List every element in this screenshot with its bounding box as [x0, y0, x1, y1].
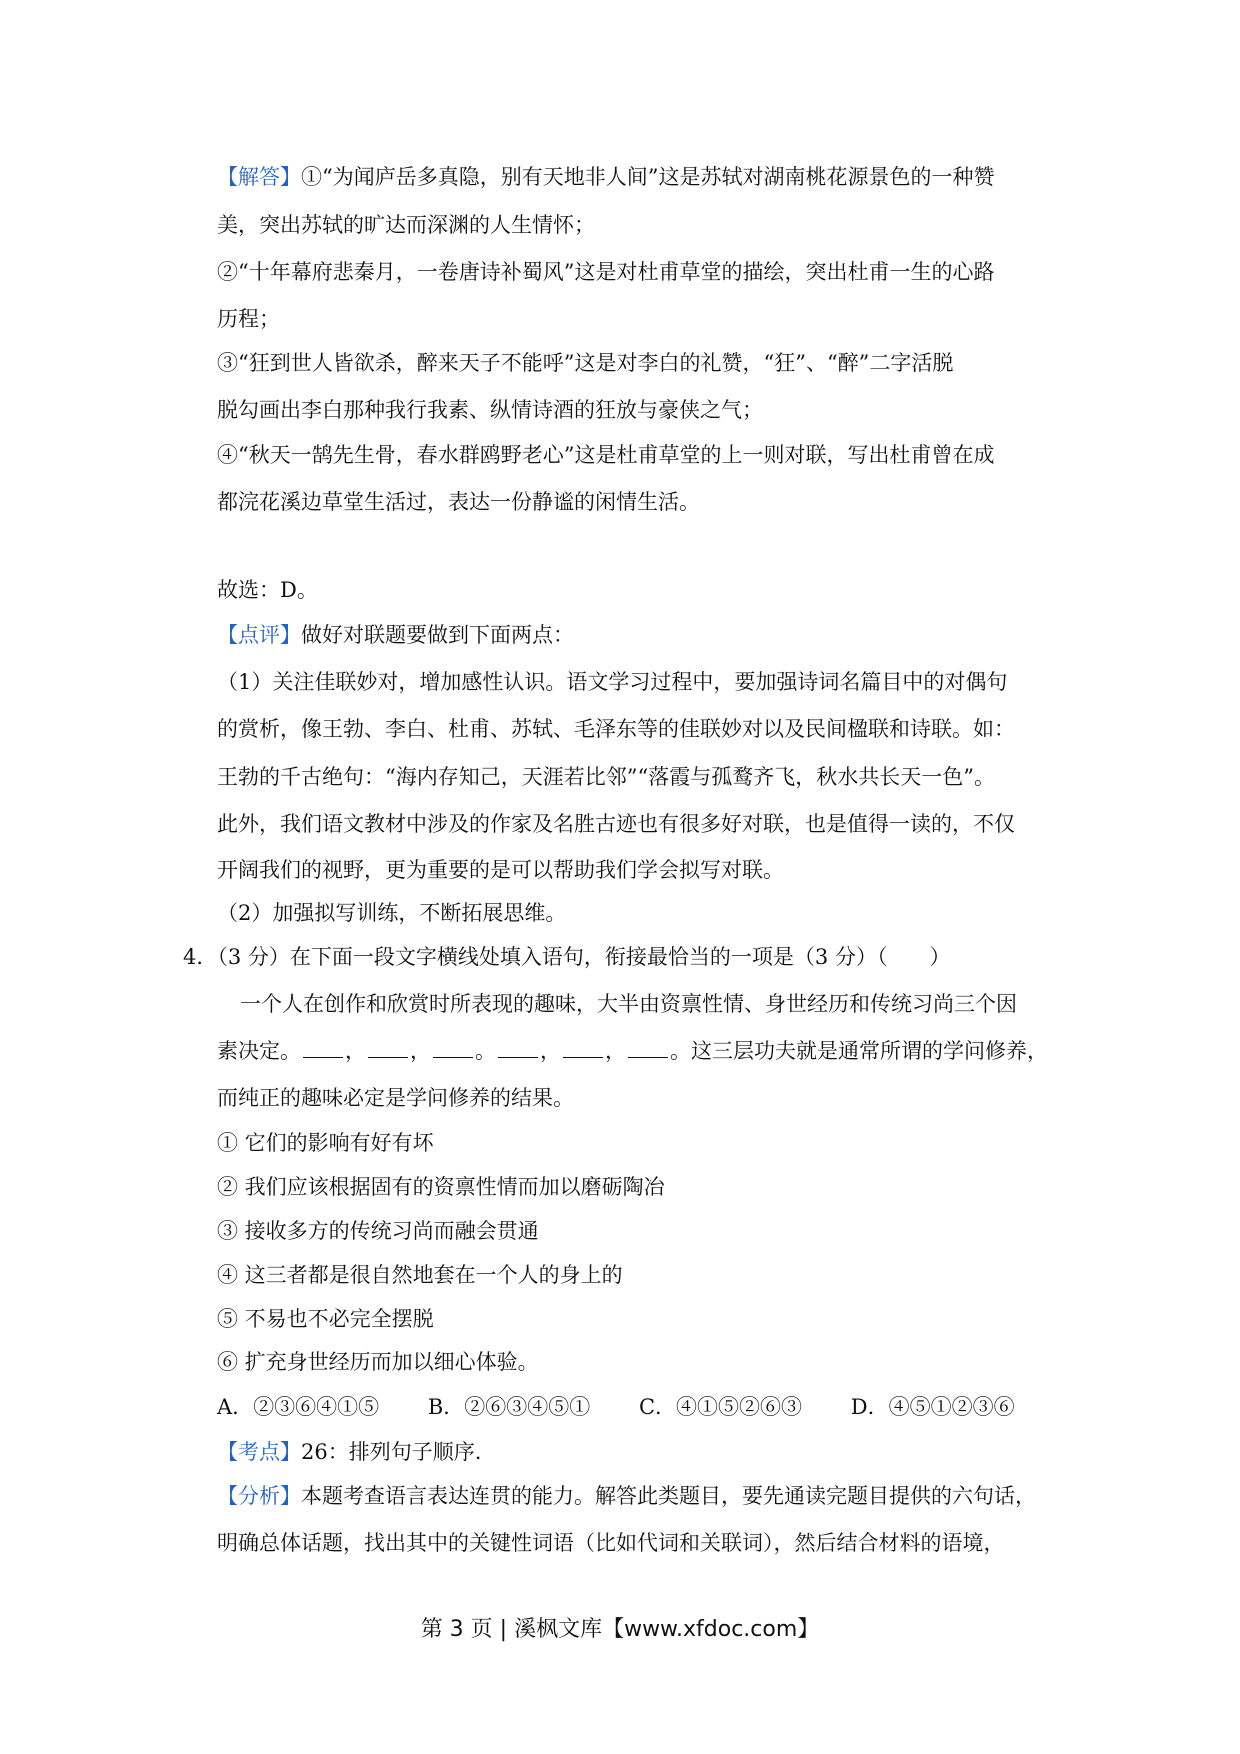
item-1: ① 它们的影响有好有坏: [217, 1131, 434, 1155]
item-2: ② 我们应该根据固有的资禀性情而加以磨砺陶冶: [217, 1175, 665, 1199]
question-4-stem: 4．（3 分）在下面一段文字横线处填入语句，衔接最恰当的一项是（3 分）（ ）: [183, 945, 951, 969]
fenxi-line-2: 明确总体话题，找出其中的关键性词语（比如代词和关联词），然后结合材料的语境，: [217, 1531, 1005, 1555]
answer-line-8: 都浣花溪边草堂生活过，表达一份静谧的闲情生活。: [217, 490, 700, 514]
blank-3: [433, 1039, 473, 1058]
option-d[interactable]: D．④⑤①②③⑥: [850, 1395, 1015, 1419]
comment-line-2: 的赏析，像王勃、李白、杜甫、苏轼、毛泽东等的佳联妙对以及民间楹联和诗联。如：: [217, 717, 1015, 741]
comment-tag: 【点评】: [217, 623, 301, 647]
kaodian-tag: 【考点】: [217, 1440, 301, 1464]
blank-4: [498, 1039, 538, 1058]
item-5: ⑤ 不易也不必完全摆脱: [217, 1307, 434, 1331]
answer-line-5: ③“狂到世人皆欲杀，醉来天子不能呼”这是对李白的礼赞，“狂”、“醉”二字活脱: [217, 351, 954, 375]
answer-line-7: ④“秋天一鹄先生骨，春水群鸥野老心”这是杜甫草堂的上一则对联，写出杜甫曾在成: [217, 443, 995, 467]
comment-line-5: 开阔我们的视野，更为重要的是可以帮助我们学会拟写对联。: [217, 858, 784, 882]
answer-line-3: ②“十年幕府悲秦月，一卷唐诗补蜀风”这是对杜甫草堂的描绘，突出杜甫一生的心路: [217, 260, 995, 284]
answer-line-4: 历程；: [217, 307, 280, 331]
comment-intro: 【点评】做好对联题要做到下面两点：: [217, 623, 574, 647]
blank-2: [368, 1039, 408, 1058]
item-3: ③ 接收多方的传统习尚而融会贯通: [217, 1219, 539, 1243]
fenxi-line-1: 【分析】本题考查语言表达连贯的能力。解答此类题目，要先通读完题目提供的六句话，: [217, 1484, 1036, 1508]
answer-choice: 故选：D。: [217, 578, 318, 602]
passage-line-1: 一个人在创作和欣赏时所表现的趣味，大半由资禀性情、身世经历和传统习尚三个因: [240, 992, 1017, 1016]
options-row: [217, 1392, 1057, 1422]
answer-line-2: 美，突出苏轼的旷达而深渊的人生情怀；: [217, 213, 595, 237]
comment-line-1: （1）关注佳联妙对，增加感性认识。语文学习过程中，要加强诗词名篇目中的对偶句: [217, 670, 1008, 694]
option-c[interactable]: C．④①⑤②⑥③: [638, 1395, 803, 1419]
item-6: ⑥ 扩充身世经历而加以细心体验。: [217, 1350, 539, 1374]
item-4: ④ 这三者都是很自然地套在一个人的身上的: [217, 1263, 623, 1287]
passage-line-3: 而纯正的趣味必定是学问修养的结果。: [217, 1086, 574, 1110]
option-a[interactable]: A．②③⑥④①⑤: [217, 1395, 380, 1419]
kaodian-line: 【考点】26：排列句子顺序.: [217, 1440, 482, 1464]
option-b[interactable]: B．②⑥③④⑤①: [427, 1395, 591, 1419]
comment-line-6: （2）加强拟写训练，不断拓展思维。: [217, 901, 567, 925]
passage-line-2: 素决定。 ， ， 。 ， ， 。这三层功夫就是通常所谓的学问修养，: [217, 1039, 1048, 1063]
fenxi-tag: 【分析】: [217, 1484, 301, 1508]
blank-5: [563, 1039, 603, 1058]
blank-6: [628, 1039, 668, 1058]
question-number: 4．: [183, 945, 218, 969]
answer-line-6: 脱勾画出李白那种我行我素、纵情诗酒的狂放与豪侠之气；: [217, 398, 763, 422]
answer-tag: 【解答】: [217, 165, 301, 189]
comment-line-3: 王勃的千古绝句：“海内存知己，天涯若比邻”“落霞与孤鹜齐飞，秋水共长天一色”。: [217, 765, 995, 789]
page-footer: 第 3 页 | 溪枫文库【www.xfdoc.com】: [420, 1617, 820, 1642]
comment-line-4: 此外，我们语文教材中涉及的作家及名胜古迹也有很多好对联，也是值得一读的，不仅: [217, 812, 1015, 836]
answer-line-1: 【解答】①“为闻庐岳多真隐，别有天地非人间”这是苏轼对湖南桃花源景色的一种赞: [217, 165, 995, 189]
blank-1: [303, 1039, 343, 1058]
